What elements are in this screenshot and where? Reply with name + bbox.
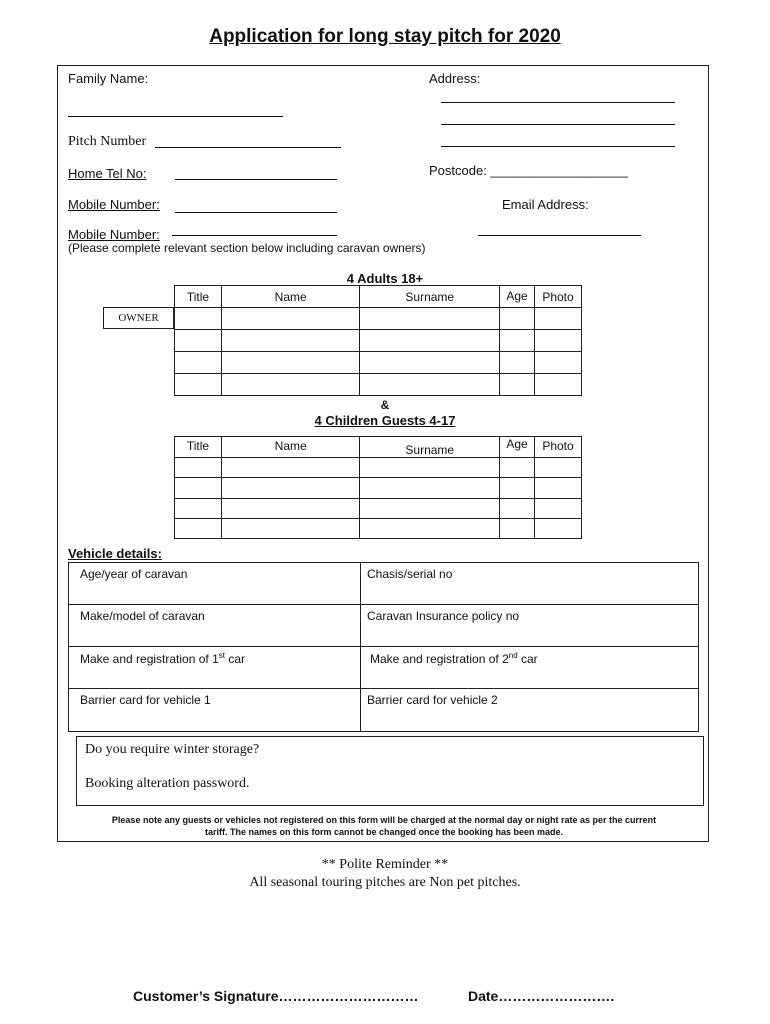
mobile-number-label: Mobile Number:	[68, 197, 160, 212]
family-name-field[interactable]	[68, 116, 283, 117]
first-car-label: Make and registration of 1	[80, 652, 219, 666]
table-cell[interactable]	[360, 308, 500, 330]
barrier-card-2-field[interactable]: Barrier card for vehicle 2	[367, 693, 498, 707]
mobile-number-2-field[interactable]	[172, 235, 337, 236]
table-cell[interactable]	[221, 374, 360, 396]
email-address-label: Email Address:	[502, 197, 589, 212]
family-name-label: Family Name:	[68, 71, 149, 86]
table-cell[interactable]	[360, 352, 500, 374]
pitch-number-label: Pitch Number	[68, 134, 147, 149]
date-field[interactable]: Date…………………….	[468, 988, 615, 1004]
second-car-label: Make and registration of 2	[370, 652, 509, 666]
address-line-1-field[interactable]	[441, 102, 675, 103]
table-cell[interactable]	[500, 458, 535, 478]
adults-heading: 4 Adults 18+	[346, 271, 424, 286]
second-car-tail: car	[517, 652, 538, 666]
children-col-name: Name	[221, 437, 360, 458]
table-row	[69, 563, 698, 605]
table-cell[interactable]	[360, 478, 500, 499]
table-cell[interactable]	[221, 478, 360, 499]
children-col-photo: Photo	[535, 437, 582, 458]
table-cell[interactable]	[535, 308, 582, 330]
table-row	[175, 458, 582, 478]
table-cell[interactable]	[500, 308, 535, 330]
table-row	[175, 478, 582, 499]
table-row	[175, 519, 582, 539]
table-row	[175, 330, 582, 352]
table-row	[175, 374, 582, 396]
table-cell[interactable]	[175, 499, 222, 519]
table-row	[69, 605, 698, 647]
table-cell[interactable]	[175, 330, 222, 352]
adults-table	[174, 285, 582, 396]
children-col-surname: Surname	[360, 437, 500, 458]
address-line-3-field[interactable]	[441, 146, 675, 147]
instruction-text: (Please complete relevant section below including caravan owners)	[68, 241, 426, 255]
page-title: Application for long stay pitch for 2020	[209, 26, 561, 47]
chasis-serial-field[interactable]: Chasis/serial no	[367, 567, 453, 581]
address-line-2-field[interactable]	[441, 124, 675, 125]
table-cell[interactable]	[535, 499, 582, 519]
reminder-heading: ** Polite Reminder **	[321, 857, 449, 872]
table-cell[interactable]	[175, 352, 222, 374]
home-tel-field[interactable]	[175, 179, 337, 180]
table-cell[interactable]	[360, 330, 500, 352]
table-cell[interactable]	[500, 352, 535, 374]
adults-col-surname: Surname	[360, 286, 500, 308]
reminder-text: All seasonal touring pitches are Non pet pitches.	[249, 875, 521, 890]
table-cell[interactable]	[535, 352, 582, 374]
table-cell[interactable]	[221, 519, 360, 539]
adults-col-age: Age	[500, 286, 535, 308]
vehicle-details-table	[68, 562, 699, 732]
caravan-make-model-field[interactable]: Make/model of caravan	[69, 605, 361, 646]
table-cell[interactable]	[500, 374, 535, 396]
table-cell[interactable]	[500, 330, 535, 352]
table-cell[interactable]	[535, 478, 582, 499]
table-cell[interactable]	[221, 352, 360, 374]
table-row	[175, 308, 582, 330]
table-cell[interactable]	[535, 458, 582, 478]
children-col-title: Title	[175, 437, 222, 458]
address-label: Address:	[429, 71, 481, 86]
children-heading: 4 Children Guests 4-17	[314, 413, 456, 428]
table-cell[interactable]	[221, 458, 360, 478]
table-cell[interactable]	[175, 308, 222, 330]
table-cell[interactable]	[360, 374, 500, 396]
table-cell[interactable]	[175, 458, 222, 478]
booking-password-field[interactable]: Booking alteration password.	[85, 776, 250, 791]
table-cell[interactable]	[360, 519, 500, 539]
vehicle-details-heading: Vehicle details:	[68, 546, 162, 561]
adults-col-name: Name	[221, 286, 360, 308]
insurance-policy-field[interactable]: Caravan Insurance policy no	[367, 609, 520, 623]
email-address-field[interactable]	[478, 235, 641, 236]
children-table	[174, 436, 582, 539]
table-cell[interactable]	[360, 458, 500, 478]
table-row	[69, 689, 698, 731]
table-cell[interactable]	[175, 374, 222, 396]
caravan-age-field[interactable]: Age/year of caravan	[69, 563, 361, 604]
table-cell[interactable]	[221, 330, 360, 352]
table-cell[interactable]	[500, 499, 535, 519]
table-cell[interactable]	[500, 478, 535, 499]
second-car-sup: nd	[508, 651, 518, 660]
table-cell[interactable]	[500, 519, 535, 539]
first-car-registration-field[interactable]	[69, 647, 361, 688]
home-tel-label: Home Tel No:	[68, 166, 147, 181]
mobile-number-2-label: Mobile Number:	[68, 227, 160, 242]
owner-label: OWNER	[103, 307, 174, 329]
table-row	[175, 499, 582, 519]
note-line-1: Please note any guests or vehicles not registered on this form will be charged at the normal day or night rate as per the current	[111, 815, 657, 825]
customer-signature-field[interactable]: Customer’s Signature…………………………	[133, 988, 419, 1004]
table-cell[interactable]	[535, 519, 582, 539]
mobile-number-field[interactable]	[175, 212, 337, 213]
barrier-card-1-field[interactable]: Barrier card for vehicle 1	[69, 689, 361, 731]
first-car-tail: car	[224, 652, 245, 666]
table-cell[interactable]	[175, 519, 222, 539]
table-cell[interactable]	[535, 330, 582, 352]
table-cell[interactable]	[221, 499, 360, 519]
first-car-sup: st	[218, 651, 225, 660]
postcode-label[interactable]: Postcode: ___________________	[429, 163, 628, 178]
table-cell[interactable]	[175, 478, 222, 499]
children-col-age: Age	[500, 437, 535, 458]
adults-col-photo: Photo	[535, 286, 582, 308]
adults-col-title: Title	[175, 286, 222, 308]
winter-storage-question[interactable]: Do you require winter storage?	[85, 742, 260, 757]
note-line-2: tariff. The names on this form cannot be changed once the booking has been made.	[204, 827, 564, 837]
table-row	[69, 647, 698, 689]
pitch-number-field[interactable]	[155, 147, 341, 148]
table-cell[interactable]	[360, 499, 500, 519]
second-car-registration-field[interactable]	[361, 647, 698, 688]
ampersand: &	[380, 398, 390, 412]
table-row	[175, 352, 582, 374]
table-cell[interactable]	[221, 308, 360, 330]
table-cell[interactable]	[535, 374, 582, 396]
